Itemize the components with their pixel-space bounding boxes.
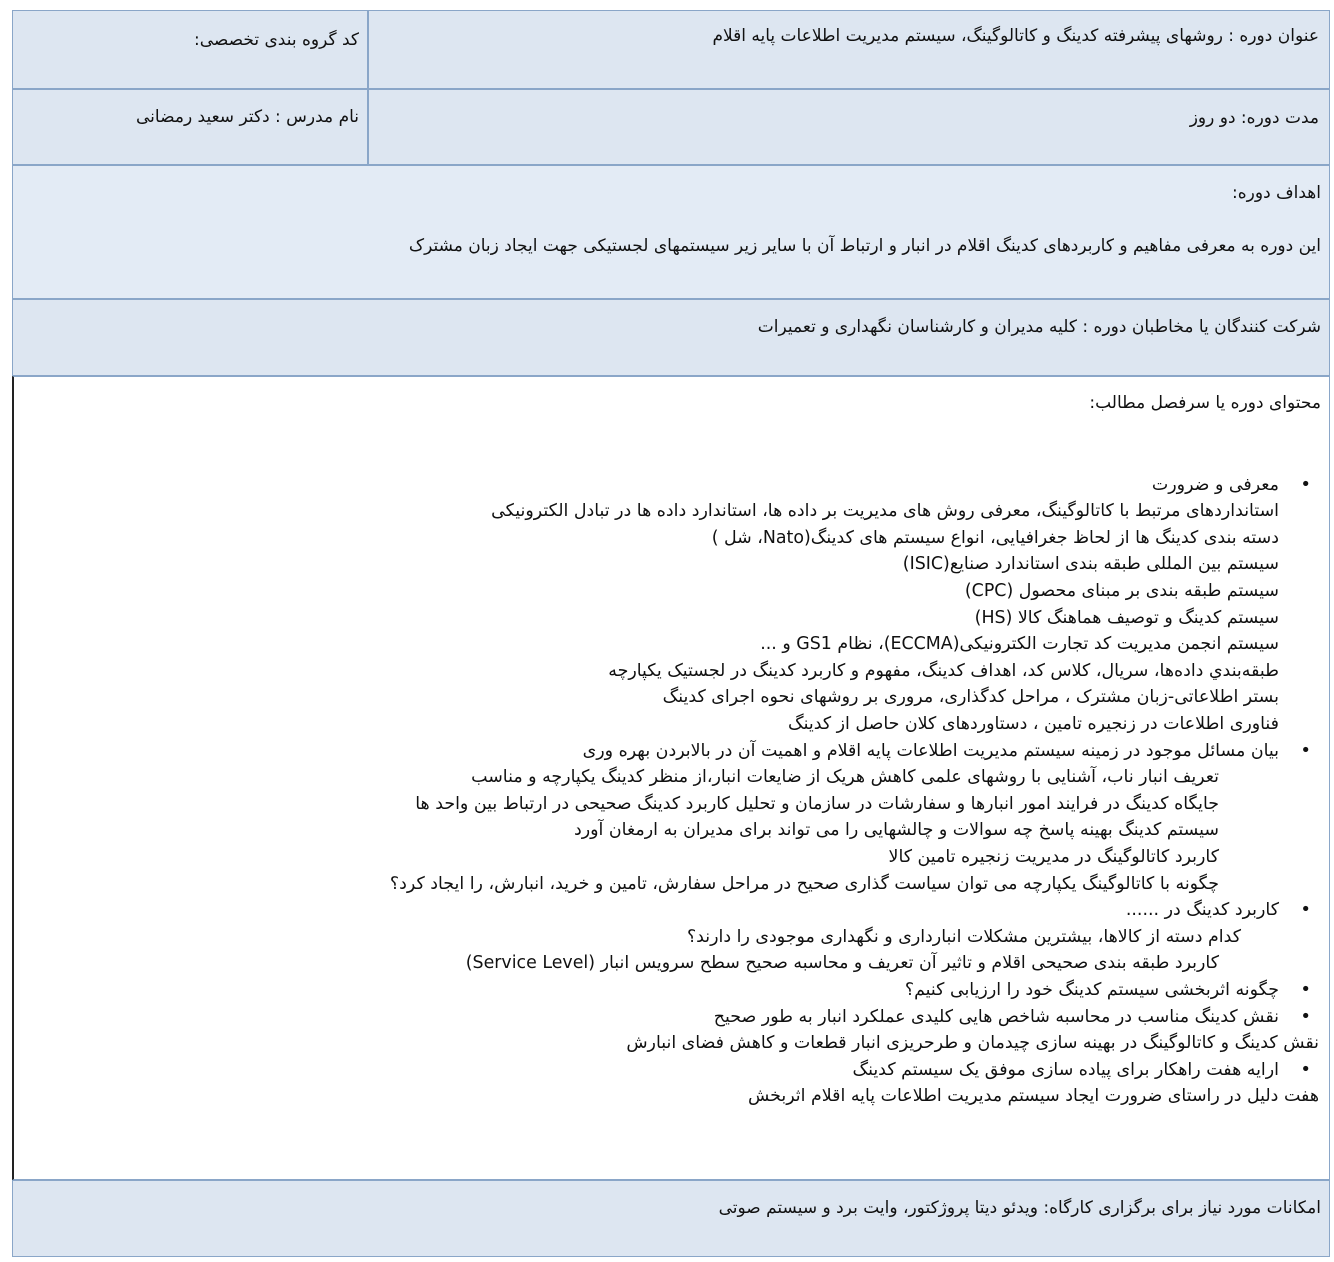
list-item: چگونه اثربخشی سیستم کدینگ خود را ارزیابی کنیم؟ bbox=[904, 980, 1279, 1000]
list-item: چگونه با کاتالوگینگ یکپارچه می توان سیاست گذاری صحیح در مراحل سفارش، تامین و خرید، انبارش، را ایجاد کرد؟ bbox=[389, 874, 1219, 894]
list-item: نقش کدینگ مناسب در محاسبه شاخص هایی کلیدی عملکرد انبار به طور صحیح bbox=[713, 1007, 1279, 1027]
list-item: سیستم کدینگ و توصیف هماهنگ کالا (HS) bbox=[974, 608, 1279, 628]
course-title-cell bbox=[367, 11, 1329, 88]
list-item: طبقه‌بندي داده‌ها، سریال، کلاس کد، اهداف کدینگ، مفهوم و کاربرد کدینگ در لجستیک یکپارچه bbox=[608, 661, 1279, 681]
bullet-icon: • bbox=[1300, 474, 1311, 495]
list-item: ارایه هفت راهکار برای پیاده سازی موفق یک سیستم کدینگ bbox=[852, 1060, 1279, 1080]
title-row bbox=[12, 10, 1330, 89]
course-title: عنوان دوره : روشهای پیشرفته کدینگ و کاتالوگینگ، سیستم مدیریت اطلاعات پایه اقلام bbox=[712, 26, 1319, 46]
group-code-cell bbox=[13, 11, 369, 88]
list-item: تعریف انبار ناب، آشنایی با روشهای علمی کاهش هریک از ضایعات انبار،از منظر کدینگ یکپارچه و مناسب bbox=[471, 767, 1219, 787]
list-item: بیان مسائل موجود در زمینه سیستم مدیریت اطلاعات پایه اقلام و اهمیت آن در بالابردن بهره وری bbox=[582, 741, 1279, 761]
content-label: محتوای دوره یا سرفصل مطالب: bbox=[1089, 393, 1321, 413]
facilities-row bbox=[12, 1180, 1330, 1257]
objectives-label: اهداف دوره: bbox=[1232, 183, 1321, 203]
group-code-label: کد گروه بندی تخصصی: bbox=[194, 30, 359, 50]
list-item: معرفی و ضرورت bbox=[1151, 475, 1279, 495]
bullet-icon: • bbox=[1300, 1059, 1311, 1080]
audience-text: شرکت کنندگان یا مخاطبان دوره : کلیه مدیران و کارشناسان نگهداری و تعمیرات bbox=[757, 317, 1321, 337]
duration-row bbox=[12, 89, 1330, 165]
list-item: جایگاه کدینگ در فرایند امور انبارها و سفارشات در سازمان و تحلیل کاربرد کدینگ صحیحی در ارتباط بین واحد ها bbox=[415, 794, 1219, 814]
list-item: استانداردهای مرتبط با کاتالوگینگ، معرفی روش های مدیریت بر داده ها، استاندارد داده ها در تبادل الکترونیکی bbox=[491, 501, 1279, 521]
list-item: نقش کدینگ و کاتالوگینگ در بهینه سازی چیدمان و طرحریزی انبار قطعات و کاهش فضای انبارش bbox=[626, 1033, 1319, 1053]
course-sheet bbox=[12, 10, 1330, 1258]
content-row bbox=[12, 376, 1330, 1180]
list-item: بستر اطلاعاتی-زبان مشترک ، مراحل کدگذاری، مروری بر روشهای نحوه اجرای کدینگ bbox=[662, 687, 1279, 707]
list-item: کدام دسته از کالاها، بیشترین مشکلات انبارداری و نگهداری موجودی را دارند؟ bbox=[686, 927, 1241, 947]
list-item: سیستم انجمن مدیریت کد تجارت الکترونیکی(ECCMA)، نظام GS1 و ... bbox=[760, 634, 1279, 654]
list-item: دسته بندی کدینگ ها از لحاظ جغرافیایی، انواع سیستم های کدینگ(Nato، شل ) bbox=[711, 528, 1279, 548]
bullet-icon: • bbox=[1300, 740, 1311, 761]
list-item: سیستم کدینگ بهینه پاسخ چه سوالات و چالشهایی را می تواند برای مدیران به ارمغان آورد bbox=[574, 820, 1219, 840]
facilities-text: امکانات مورد نیاز برای برگزاری کارگاه: ویدئو دیتا پروژکتور، وایت برد و سیستم صوتی bbox=[718, 1198, 1321, 1218]
list-item: کاربرد کدینگ در ...... bbox=[1125, 900, 1279, 920]
objectives-row bbox=[12, 165, 1330, 299]
list-item: کاربرد کاتالوگینگ در مدیریت زنجیره تامین کالا bbox=[888, 847, 1219, 867]
bullet-icon: • bbox=[1300, 979, 1311, 1000]
bullet-icon: • bbox=[1300, 1006, 1311, 1027]
course-duration: مدت دوره: دو روز bbox=[1189, 108, 1319, 128]
duration-cell bbox=[367, 90, 1329, 164]
list-item: سیستم طبقه بندی بر مبنای محصول (CPC) bbox=[964, 581, 1279, 601]
instructor-cell bbox=[13, 90, 369, 164]
list-item: سیستم بین المللی طبقه بندی استاندارد صنایع(ISIC) bbox=[902, 554, 1279, 574]
bullet-icon: • bbox=[1300, 899, 1311, 920]
list-item: کاربرد طبقه بندی صحیحی اقلام و تاثیر آن تعریف و محاسبه صحیح سطح سرویس انبار (Service Level) bbox=[465, 953, 1219, 973]
audience-row bbox=[12, 299, 1330, 376]
instructor-name: نام مدرس : دکتر سعید رمضانی bbox=[136, 107, 359, 127]
objectives-text: این دوره به معرفی مفاهیم و کاربردهای کدینگ اقلام در انبار و ارتباط آن با سایر زیر سیستمهای لجستیکی جهت ایجاد زبان مشترک bbox=[408, 236, 1321, 256]
list-item: فناوری اطلاعات در زنجیره تامین ، دستاوردهای کلان حاصل از کدینگ bbox=[788, 714, 1279, 734]
list-item: هفت دلیل در راستای ضرورت ایجاد سیستم مدیریت اطلاعات پایه اقلام اثربخش bbox=[747, 1086, 1319, 1106]
